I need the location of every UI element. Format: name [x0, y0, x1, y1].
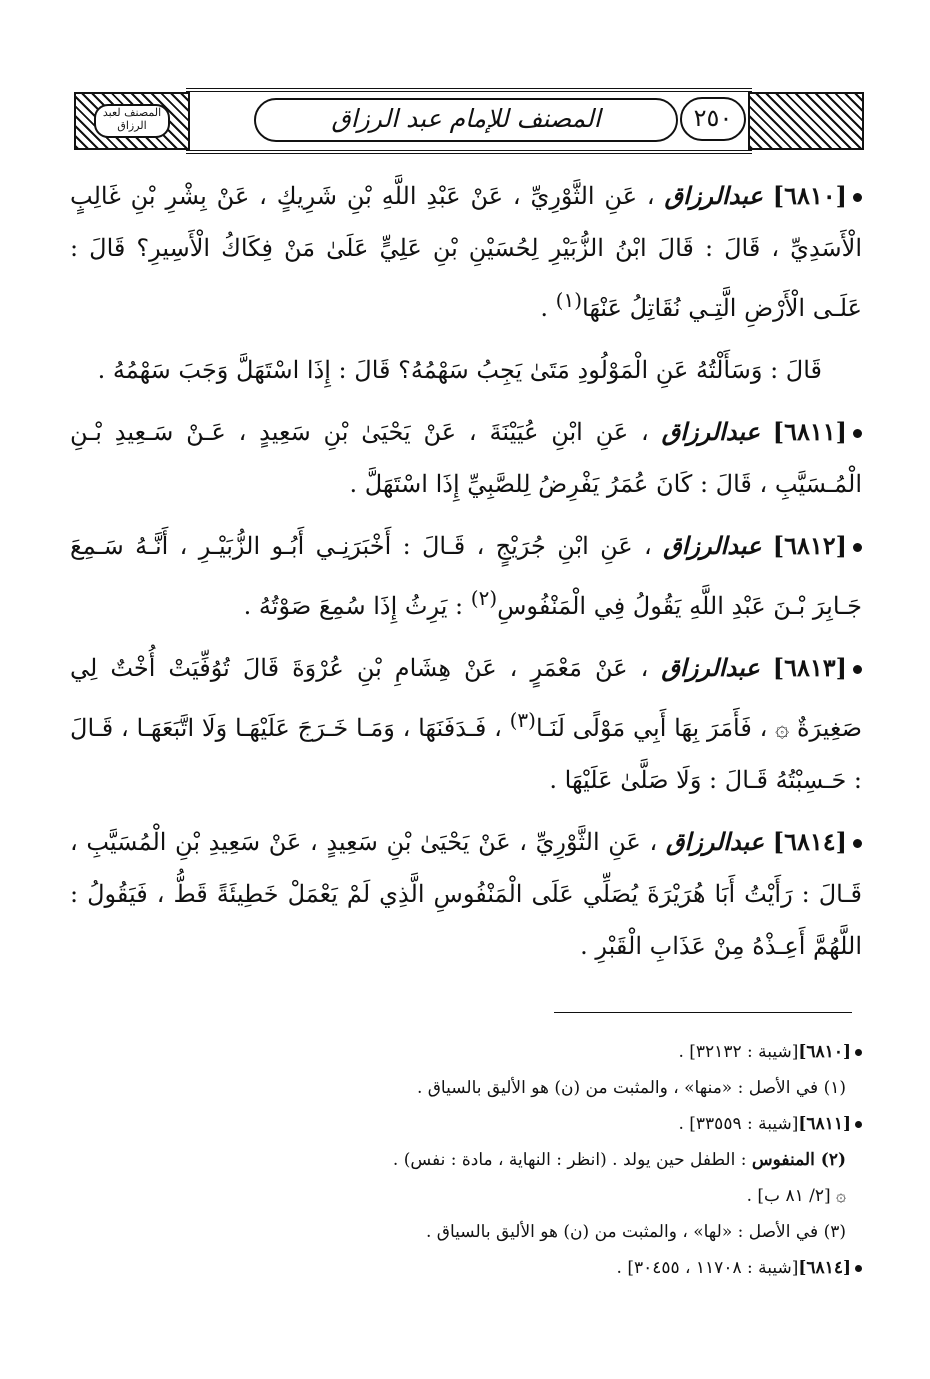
hadith-entry-6812	[70, 520, 862, 632]
footnote-text: ۞ [٢/ ٨١ ب] .	[746, 1186, 846, 1206]
footnote-ref: [٦٨١٤]	[798, 1258, 851, 1278]
footnote-item	[70, 1214, 862, 1250]
bullet-icon	[853, 839, 862, 848]
footnote-ref: (٢)	[470, 586, 498, 610]
footnotes	[70, 1034, 862, 1286]
book-title: المصنف للإمام عبد الرزاق	[254, 98, 678, 142]
hadith-text: قَالَ : وَسَأَلْتُهُ عَنِ الْمَوْلُودِ مَتَىٰ يَجِبُ سَهْمُهُ؟ قَالَ : إِذَا اسْتَهَلَّ وَجَبَ سَهْمُهُ .	[97, 356, 822, 384]
hadith-author: عبدالرزاق	[665, 827, 765, 856]
hadith-number: [٦٨١١]	[772, 417, 847, 446]
hadith-author: عبدالرزاق	[661, 653, 760, 682]
page-header	[74, 88, 864, 150]
hadith-entry-6811	[70, 406, 862, 510]
footnote-item	[70, 1178, 862, 1214]
footnote-ref: [٦٨١٠]	[798, 1042, 851, 1062]
hadith-text: ، عَنِ الثَّوْرِيِّ ، عَنْ يَحْيَىٰ بْنِ سَعِيدٍ ، عَنْ سَعِيدِ بْنِ الْمُسَيَّبِ ، قَـالَ : رَأَيْتُ أَبَا هُرَيْرَةَ يُصَلِّي عَلَى الْمَنْفُوسِ الَّذِي لَمْ يَعْمَلْ خَطِيئَةً قَطُّ ، فَيَقُولُ : اللَّهُمَّ أَعِـذْهُ مِنْ عَذَابِ الْقَبْرِ .	[70, 828, 862, 960]
footnote-ref: (٣)	[509, 708, 536, 732]
hadith-number: [٦٨١٤]	[772, 827, 847, 856]
footnote-text: (١) في الأصل : «منها» ، والمثبت من (ن) هو الأليق بالسياق .	[416, 1078, 846, 1098]
footnote-text: (٣) في الأصل : «لها» ، والمثبت من (ن) هو الأليق بالسياق .	[426, 1222, 846, 1242]
footnote-separator	[554, 1012, 852, 1013]
bullet-icon	[855, 1265, 862, 1272]
hadith-author: عبدالرزاق	[661, 417, 760, 446]
hadith-number: [٦٨١٢]	[772, 531, 847, 560]
footnote-item	[70, 1070, 862, 1106]
footnote-source	[70, 1106, 862, 1142]
title-band	[186, 88, 752, 154]
bullet-icon	[855, 1121, 862, 1128]
hadith-author: عبدالرزاق	[664, 181, 763, 210]
hadith-tail: .	[540, 294, 556, 322]
footnote-text: [شيبة : ٣٣٥٥٩] .	[678, 1114, 799, 1134]
footnote-text: [شيبة : ٣٢١٣٢] .	[678, 1042, 799, 1062]
hadith-number: [٦٨١٣]	[772, 653, 847, 682]
hadith-continuation	[70, 344, 862, 396]
footnote-source	[70, 1250, 862, 1286]
page-number: ٢٥٠	[680, 97, 746, 141]
hadith-text: ، عَنِ ابْنِ جُرَيْجٍ ، قَـالَ : أَخْبَرَنِـي أَبُـو الزُّبَيْـرِ ، أَنَّـهُ سَـمِعَ جَـابِرَ بْـنَ عَبْدِ اللَّهِ يَقُولُ فِي الْمَنْفُوسِ	[70, 532, 862, 620]
hadith-entries	[70, 170, 862, 982]
footnote-item	[70, 1142, 862, 1178]
hadith-entry-6813	[70, 642, 862, 806]
hadith-entry-6814	[70, 816, 862, 972]
bullet-icon	[853, 429, 862, 438]
ornament-label: المصنف لعبد الرزاق	[94, 104, 170, 138]
bullet-icon	[855, 1049, 862, 1056]
header-ornament-right	[748, 92, 864, 150]
bullet-icon	[853, 193, 862, 202]
footnote-ref: [٦٨١١]	[798, 1114, 851, 1134]
bullet-icon	[853, 665, 862, 674]
footnote-source	[70, 1034, 862, 1070]
footnote-ref: (١)	[555, 288, 583, 312]
header-ornament-left	[74, 92, 190, 150]
footnote-text: : الطفل حين يولد . (انظر : النهاية ، مادة : نفس) .	[392, 1150, 752, 1170]
bullet-icon	[853, 543, 862, 552]
footnote-text: [شيبة : ١١٧٠٨ ، ٣٠٤٥٥] .	[616, 1258, 799, 1278]
hadith-tail: ، فَـدَفَنَهَا ، وَمَـا خَـرَجَ عَلَيْهَـا وَلَا اتَّبَعَهَـا ، قَـالَ : حَـسِبْتُهُ قَـالَ : وَلَا صَلَّىٰ عَلَيْهَا .	[70, 714, 862, 794]
footnote-ref: (٢) المنفوس	[751, 1150, 846, 1170]
hadith-author: عبدالرزاق	[663, 531, 762, 560]
hadith-tail: : يَرِثُ إِذَا سُمِعَ صَوْتُهُ .	[243, 592, 471, 620]
hadith-text: ، عَنِ الثَّوْرِيِّ ، عَنْ عَبْدِ اللَّهِ بْنِ شَرِيكٍ ، عَنْ بِشْرِ بْنِ غَالِبٍ الْأَسَدِيِّ ، قَالَ : قَالَ ابْنُ الزُّبَيْرِ لِحُسَيْنِ بْنِ عَلِيٍّ عَلَىٰ مَنْ فِكَاكُ الْأَسِيرِ؟ قَالَ : عَلَـى الْأَرْضِ الَّتِـي نُقَاتِلُ عَنْهَا	[70, 182, 863, 322]
hadith-text: ، عَنْ مَعْمَرٍ ، عَنْ هِشَامِ بْنِ عُرْوَةَ قَالَ تُوُفِّيَتْ أُخْتٌ لِي صَغِيرَةٌ ۞ ، فَأَمَرَ بِهَا أَبِي مَوْلًى لَنَـا	[70, 654, 862, 742]
hadith-text: ، عَنِ ابْنِ عُيَيْنَةَ ، عَنْ يَحْيَىٰ بْنِ سَعِيدٍ ، عَـنْ سَـعِيدِ بْـنِ الْمُـسَيَّبِ ، قَالَ : كَانَ عُمَرُ يَفْرِضُ لِلصَّبِيِّ إِذَا اسْتَهَلَّ .	[70, 418, 862, 498]
hadith-entry-6810	[70, 170, 862, 334]
hadith-number: [٦٨١٠]	[772, 181, 847, 210]
